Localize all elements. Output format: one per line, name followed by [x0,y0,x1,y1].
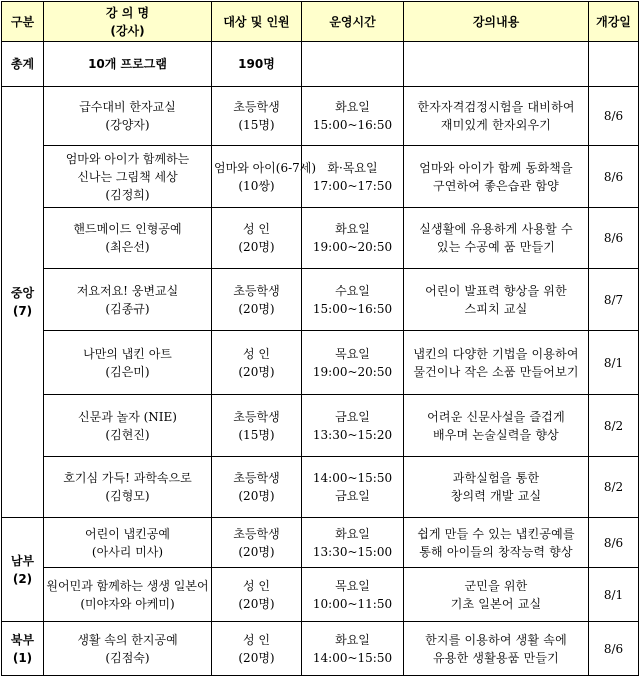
lecture-title-cell [44,146,212,208]
content-line: 있는 수공예 품 만들기 [436,240,556,254]
time-line: 14:00~15:50 [312,471,393,485]
target-group: 성 인 [243,346,270,361]
content-line: 쉽게 만들 수 있는 냅킨공예를 [417,526,575,541]
time-line: 목요일 [335,578,370,593]
region-cell [2,518,44,622]
content-line: 창의력 개발 교실 [450,489,542,503]
lecture-title: 나만의 냅킨 아트 [83,346,172,361]
content-line: 유용한 생활용품 만들기 [433,650,559,665]
content-cell [404,457,589,518]
content-cell [404,331,589,395]
instructor-name: (김정희) [105,187,150,202]
time-cell [302,208,404,269]
region-count: (1) [12,650,33,665]
time-line: 15:00~16:50 [312,118,393,132]
target-cell [212,568,302,622]
target-quota: (15명) [238,427,275,442]
target-cell [212,622,302,676]
lecture-title: 핸드메이드 인형공예 [73,222,182,236]
target-quota: (15명) [238,118,275,132]
lecture-title: 엄마와 아이가 함께하는 [65,151,190,166]
instructor-name: (김현진) [105,427,150,442]
start-date-cell: 8/1 [589,568,639,622]
lecture-title-cell [44,457,212,518]
header-target: 대상 및 인원 [212,2,302,42]
total-empty-time [302,42,404,87]
time-line: 13:30~15:20 [312,427,393,442]
lecture-title-cell [44,208,212,269]
target-quota: (20명) [238,489,275,503]
start-date-cell: 8/2 [589,395,639,457]
time-cell [302,622,404,676]
header-title [44,2,212,42]
time-cell [302,518,404,568]
target-cell [212,331,302,395]
lecture-title: 생활 속의 한지공예 [77,632,178,647]
start-date-cell: 8/6 [589,518,639,568]
start-date-cell: 8/6 [589,622,639,676]
time-line: 15:00~16:50 [312,301,393,316]
content-line: 구연하여 좋은습관 함양 [433,178,559,193]
content-cell [404,208,589,269]
content-line: 어린이 발표력 향상을 위한 [425,283,567,298]
table-row [2,87,639,146]
table-row [2,395,639,457]
table-row [2,622,639,676]
content-line: 통해 아이들의 창작능력 향상 [419,544,573,559]
content-cell [404,395,589,457]
total-empty-start [589,42,639,87]
target-group: 성 인 [243,632,270,647]
start-date-cell: 8/6 [589,87,639,146]
instructor-name: (김형모) [105,489,150,503]
header-row [2,2,639,42]
instructor-name: (김종규) [105,301,150,316]
target-cell [212,269,302,331]
lecture-title-cell [44,622,212,676]
instructor-name: (미야자와 아케미) [80,596,175,611]
content-line: 물건이나 작은 소품 만들어보기 [413,364,579,379]
total-people: 190명 [212,42,302,87]
target-cell [212,518,302,568]
lecture-title-cell [44,331,212,395]
time-line: 수요일 [335,283,370,298]
target-quota: (20명) [238,544,275,559]
header-content: 강의내용 [404,2,589,42]
region-cell [2,622,44,676]
lecture-title-cell [44,568,212,622]
lecture-title-cell [44,395,212,457]
target-cell [212,208,302,269]
region-cell [2,87,44,518]
time-line: 화요일 [335,222,370,236]
lecture-title: 원어민과 함께하는 생생 일본어 [46,578,209,593]
start-date-cell: 8/6 [589,146,639,208]
target-quota: (20명) [238,301,275,316]
start-date-cell: 8/1 [589,331,639,395]
content-cell [404,568,589,622]
target-group: 초등학생 [233,283,280,298]
start-date-cell: 8/2 [589,457,639,518]
time-line: 금요일 [335,409,370,424]
content-cell [404,87,589,146]
header-start: 개강일 [589,2,639,42]
target-cell [212,457,302,518]
lecture-title-cell [44,269,212,331]
target-group: 초등학생 [233,409,280,424]
time-cell [302,269,404,331]
time-line: 17:00~17:50 [312,178,393,193]
content-line: 한자자격검정시험을 대비하여 [417,100,575,114]
target-cell [212,395,302,457]
time-line: 금요일 [335,489,370,503]
instructor-name: (김은미) [105,364,150,379]
content-cell [404,622,589,676]
table-row [2,568,639,622]
lecture-title: 신나는 그림책 세상 [77,169,178,184]
lecture-title: 어린이 냅킨공예 [85,526,170,541]
target-quota: (20명) [238,596,275,611]
time-line: 화요일 [335,526,370,541]
header-title-line1: 강 의 명 [105,5,150,20]
region-count: (2) [12,571,33,586]
start-date-cell: 8/7 [589,269,639,331]
content-line: 한지를 이용하여 생활 속에 [425,632,567,647]
lecture-title-cell [44,518,212,568]
target-group: 초등학생 [233,100,280,114]
target-group: 초등학생 [233,526,280,541]
time-cell [302,331,404,395]
time-line: 10:00~11:50 [312,596,393,611]
time-line: 19:00~20:50 [312,364,393,379]
table-row [2,457,639,518]
content-line: 스피치 교실 [464,301,528,316]
header-category: 구분 [2,2,44,42]
target-cell [212,87,302,146]
instructor-name: (김점숙) [105,650,150,665]
header-time: 운영시간 [302,2,404,42]
time-line: 14:00~15:50 [312,650,393,665]
time-line: 화·목요일 [327,160,378,175]
instructor-name: (최은선) [105,240,150,254]
region-name: 북부 [10,632,35,647]
target-group: 초등학생 [233,471,280,485]
time-line: 목요일 [335,346,370,361]
lecture-title-cell [44,87,212,146]
target-group: 엄마와 아이(6-7세) [214,160,317,175]
target-group: 성 인 [243,578,270,593]
content-cell [404,146,589,208]
time-line: 19:00~20:50 [312,240,393,254]
lecture-schedule-table [1,1,639,676]
start-date-cell: 8/6 [589,208,639,269]
total-programs: 10개 프로그램 [44,42,212,87]
region-name: 남부 [10,553,35,568]
lecture-title: 저요저요! 웅변교실 [76,283,179,298]
lecture-title: 호기심 가득! 과학속으로 [63,471,192,485]
target-quota: (20명) [238,364,275,379]
time-cell [302,568,404,622]
instructor-name: (강양자) [105,118,150,132]
content-cell [404,269,589,331]
content-line: 냅킨의 다양한 기법을 이용하여 [413,346,579,361]
time-cell [302,457,404,518]
time-line: 화요일 [335,632,370,647]
schedule-body [2,87,639,676]
content-line: 과학실험을 통한 [452,471,540,485]
content-line: 실생활에 유용하게 사용할 수 [419,222,573,236]
lecture-title: 급수대비 한자교실 [79,100,176,114]
target-group: 성 인 [243,222,270,236]
total-empty-content [404,42,589,87]
content-cell [404,518,589,568]
content-line: 배우며 논술실력을 향상 [433,427,559,442]
target-quota: (20명) [238,240,275,254]
time-cell [302,395,404,457]
header-title-line2: (강사) [110,23,145,38]
target-quota: (10쌍) [238,178,275,193]
time-cell [302,87,404,146]
table-row [2,146,639,208]
content-line: 군민을 위한 [464,578,528,593]
content-line: 재미있게 한자외우기 [440,118,552,132]
table-row [2,331,639,395]
total-label: 총계 [2,42,44,87]
region-count: (7) [12,304,33,318]
content-line: 어려운 신문사설을 즐겁게 [427,409,565,424]
time-cell [302,146,404,208]
table-row [2,208,639,269]
content-line: 기초 일본어 교실 [450,596,542,611]
total-row [2,42,639,87]
target-quota: (20명) [238,650,275,665]
target-cell [212,146,317,208]
table-row [2,518,639,568]
region-name: 중앙 [10,286,35,300]
instructor-name: (아사리 미사) [91,544,164,559]
time-line: 화요일 [335,100,370,114]
time-line: 13:30~15:00 [312,544,393,559]
lecture-title: 신문과 놀자 (NIE) [78,409,177,424]
table-row [2,269,639,331]
content-line: 엄마와 아이가 함께 동화책을 [419,160,573,175]
